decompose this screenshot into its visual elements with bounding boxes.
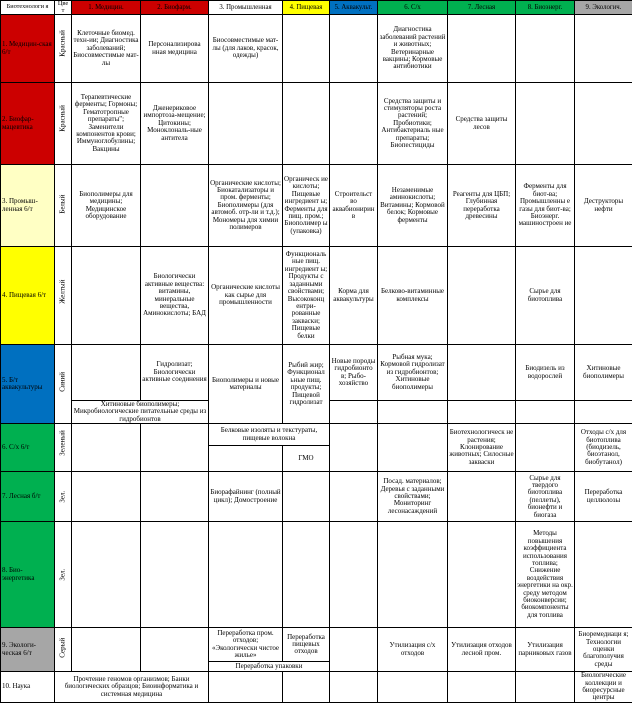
cell: Строительст во аквабионирин в bbox=[330, 165, 378, 247]
cell: Органическ ие кислоты; Пищевые ингредиент ы; Ферменты для пищ. пром.; Биополимер ы (упаковка) bbox=[283, 165, 330, 247]
cell bbox=[575, 247, 632, 345]
cell bbox=[330, 424, 378, 472]
cell bbox=[378, 672, 448, 703]
row-medicine bbox=[1, 15, 632, 83]
cell-span: Белковые изоляты и текстураты, пищевые волокна bbox=[209, 424, 330, 446]
cell: Переработка целлюлозы bbox=[575, 472, 632, 522]
row-biopharm bbox=[1, 83, 632, 165]
cell: Средства защиты и стимуляторы роста растений; Пробиотики; Антибактериаль ные препараты; Биопестициды bbox=[378, 83, 448, 165]
cell bbox=[141, 472, 209, 522]
cell bbox=[72, 424, 141, 472]
cell: Корма для аквакультуры bbox=[330, 247, 378, 345]
cell: Отходы с/х для биотоплива (биодизель, биоэтанол, биобутанол) bbox=[575, 424, 632, 472]
cell: Гидролизат; Биологически активные соединения bbox=[141, 345, 209, 401]
cell: Средства защиты лесов bbox=[448, 83, 516, 165]
row-color: Синий bbox=[55, 345, 72, 424]
cell: Клеточные биомед. техн-ии; Диагностика заболеваний; Биосовместимые мат-лы bbox=[72, 15, 141, 83]
row-label: 10. Наука bbox=[1, 672, 55, 703]
cell bbox=[72, 472, 141, 522]
cell: Биосовместимые мат-лы (для лаков, красок, одежды) bbox=[209, 15, 283, 83]
cell bbox=[378, 522, 448, 628]
cell: Утилизация с/х отходов bbox=[378, 628, 448, 672]
cell bbox=[283, 83, 330, 165]
cell: Реагенты для ЦБП; Глубинная переработка древесины bbox=[448, 165, 516, 247]
cell: Диагностика заболеваний растений и животных; Ветеринарные вакцины; Кормовые антибиотики bbox=[378, 15, 448, 83]
cell: Новые породы гидробионто в; Рыбо-хозяйство bbox=[330, 345, 378, 401]
cell: Терапевтические ферменты; Гормоны; Гематотропные препараты"; Заменители компонентов крови; Иммуноглобулины; Вакцины bbox=[72, 83, 141, 165]
cell bbox=[330, 522, 378, 628]
row-label: 8. Био-энергетика bbox=[1, 522, 55, 628]
row-color: Зел. bbox=[55, 522, 72, 628]
cell bbox=[72, 628, 141, 672]
header-row bbox=[1, 1, 632, 15]
cell: Утилизация отходов лесной пром. bbox=[448, 628, 516, 672]
cell bbox=[516, 15, 575, 83]
cell bbox=[448, 345, 516, 401]
row-label: 1. Медицин-ская 6/т bbox=[1, 15, 55, 83]
header-industrial: 3. Промышленная bbox=[209, 1, 283, 15]
cell: Незаменимые аминокислоты; Витамины; Кормовой белок; Кормовые ферменты bbox=[378, 165, 448, 247]
row-forest bbox=[1, 472, 632, 522]
cell: Биодизель из водорослей bbox=[516, 345, 575, 401]
cell bbox=[330, 401, 378, 424]
cell-span: Прочтение геномов организмов; Банки биологических образцов; Биоинформатика и системная медицина bbox=[55, 672, 209, 703]
row-bioenergy bbox=[1, 522, 632, 628]
cell bbox=[72, 247, 141, 345]
cell: Хитиновые биополимеры bbox=[575, 345, 632, 401]
cell bbox=[448, 15, 516, 83]
row-color: Зеленый bbox=[55, 424, 72, 472]
row-science bbox=[1, 672, 632, 703]
row-color: Белый bbox=[55, 165, 72, 247]
cell: Методы повышения коэффициента использования топлива; Снижение воздействия энергетики на окр. среду методом биоконверсии; биокомпоненты для топлива bbox=[516, 522, 575, 628]
cell: Функциональ ные пищ. ингредиент ы; Продукты с заданными свойствами; Высококонц ентри-рованные закваски; Пищевые белки bbox=[283, 247, 330, 345]
cell: Биорафайнинг (полный цикл); Домостроение bbox=[209, 472, 283, 522]
cell: Рыбий жир; Функционал ьные пищ. продукты; Пищевой гидролизат bbox=[283, 345, 330, 424]
header-medicine: 1. Медицин. bbox=[72, 1, 141, 15]
cell bbox=[448, 401, 516, 424]
cell: Переработка пищевых отходов bbox=[283, 628, 330, 662]
cell: Персонализирова нная медицина bbox=[141, 15, 209, 83]
cell bbox=[283, 472, 330, 522]
cell: Органические кислоты как сырье для промышленности bbox=[209, 247, 283, 345]
cell bbox=[448, 247, 516, 345]
header-biotech: Биотехнологи я bbox=[1, 1, 55, 15]
cell bbox=[330, 472, 378, 522]
row-label: 4. Пищевая 6/т bbox=[1, 247, 55, 345]
header-bioenergy: 8. Биоэнерг. bbox=[516, 1, 575, 15]
row-label: 6. С/х 6/т bbox=[1, 424, 55, 472]
header-aquaculture: 5. Аквакульт. bbox=[330, 1, 378, 15]
cell: Посад. материалов; Деревья с заданными свойствами; Мониторинг лесонасаждений bbox=[378, 472, 448, 522]
row-food bbox=[1, 247, 632, 345]
cell bbox=[209, 672, 283, 703]
cell-span: Переработка упаковки bbox=[209, 662, 330, 672]
cell bbox=[141, 165, 209, 247]
cell-span: Хитиновые биополимеры; Микробиологические питательные среды из гидробионтов bbox=[72, 401, 209, 424]
row-color: Желтый bbox=[55, 247, 72, 345]
row-aquaculture bbox=[1, 345, 632, 401]
cell: Биополимеры и новые материалы bbox=[209, 345, 283, 424]
cell bbox=[141, 628, 209, 672]
header-ecology: 9. Экологич. bbox=[575, 1, 632, 15]
cell bbox=[516, 83, 575, 165]
cell bbox=[516, 672, 575, 703]
cell: Рыбная мука; Кормовой гидролизат из гидробионтов; Хитиновые биополимеры bbox=[378, 345, 448, 401]
cell: Переработка пром. отходов; «Экологически чистое жилье» bbox=[209, 628, 283, 662]
header-biopharm: 2. Биофарм. bbox=[141, 1, 209, 15]
cell: Биополимеры для медицины; Медицинское оборудование bbox=[72, 165, 141, 247]
cell: Биотехнологическ не растения; Клонирование животных; Силосные закваски bbox=[448, 424, 516, 472]
cell: Белково-витаминные комплексы bbox=[378, 247, 448, 345]
cell bbox=[209, 446, 283, 472]
cell bbox=[283, 672, 330, 703]
cell: Биологически активные вещества: витамины, минеральные вещества, Аминокислоты; БАД bbox=[141, 247, 209, 345]
row-ecology bbox=[1, 628, 632, 662]
row-label: 3. Промыш-ленная 6/т bbox=[1, 165, 55, 247]
cell bbox=[141, 522, 209, 628]
cell: Сырье для твердого биотоплива (пеллеты), бионефти и биогаза bbox=[516, 472, 575, 522]
cell: Деструкторы нефти bbox=[575, 165, 632, 247]
row-label: 7. Лесная б/т bbox=[1, 472, 55, 522]
row-label: 2. Биофар-мацевтика bbox=[1, 83, 55, 165]
cell bbox=[575, 83, 632, 165]
header-food: 4. Пищевая bbox=[283, 1, 330, 15]
row-industrial bbox=[1, 165, 632, 247]
cell bbox=[283, 522, 330, 628]
row-agri-top bbox=[1, 424, 632, 446]
header-forest: 7. Лесная bbox=[448, 1, 516, 15]
row-color: Зел. bbox=[55, 472, 72, 522]
cell bbox=[72, 345, 141, 401]
cell bbox=[575, 15, 632, 83]
cell: Утилизация парниковых газов bbox=[516, 628, 575, 672]
cell bbox=[283, 15, 330, 83]
cell bbox=[209, 522, 283, 628]
cell bbox=[141, 424, 209, 472]
cell bbox=[378, 424, 448, 472]
cell: Биоремедиаци я; Технологии оценки благополучия среды bbox=[575, 628, 632, 672]
row-color: Красный bbox=[55, 15, 72, 83]
cell bbox=[448, 672, 516, 703]
cell bbox=[575, 522, 632, 628]
cell bbox=[72, 522, 141, 628]
cell bbox=[448, 522, 516, 628]
cell bbox=[330, 15, 378, 83]
cell: Биологические коллекции и биоресурсные центры bbox=[575, 672, 632, 703]
row-label: 9. Экологи-ческая 6/т bbox=[1, 628, 55, 672]
cell bbox=[330, 672, 378, 703]
row-color: Красный bbox=[55, 83, 72, 165]
cell: Дженериковое импортоза-мещение; Цитокины; Моноклональ-ные антитела bbox=[141, 83, 209, 165]
header-color: Цве т bbox=[55, 1, 72, 15]
cell bbox=[330, 83, 378, 165]
cell: ГМО bbox=[283, 446, 330, 472]
cell: Ферменты для биот-ва; Промышленны е газы для биот-ва; Биоэнерг. машиностроен ие bbox=[516, 165, 575, 247]
cell bbox=[516, 424, 575, 472]
header-agri: 6. С/х bbox=[378, 1, 448, 15]
cell bbox=[330, 628, 378, 672]
row-label: 5. Б/т аквакультуры bbox=[1, 345, 55, 424]
row-color: Серый bbox=[55, 628, 72, 672]
cell bbox=[575, 401, 632, 424]
cell bbox=[209, 83, 283, 165]
cell: Органические кислоты; Биокатализаторы и пром. ферменты; Биополимеры (для автомоб. отр-ли и т.д.); Мономеры для химии полимеров bbox=[209, 165, 283, 247]
cell bbox=[378, 401, 448, 424]
cell bbox=[448, 472, 516, 522]
cell bbox=[516, 401, 575, 424]
cell: Сырье для биотоплива bbox=[516, 247, 575, 345]
